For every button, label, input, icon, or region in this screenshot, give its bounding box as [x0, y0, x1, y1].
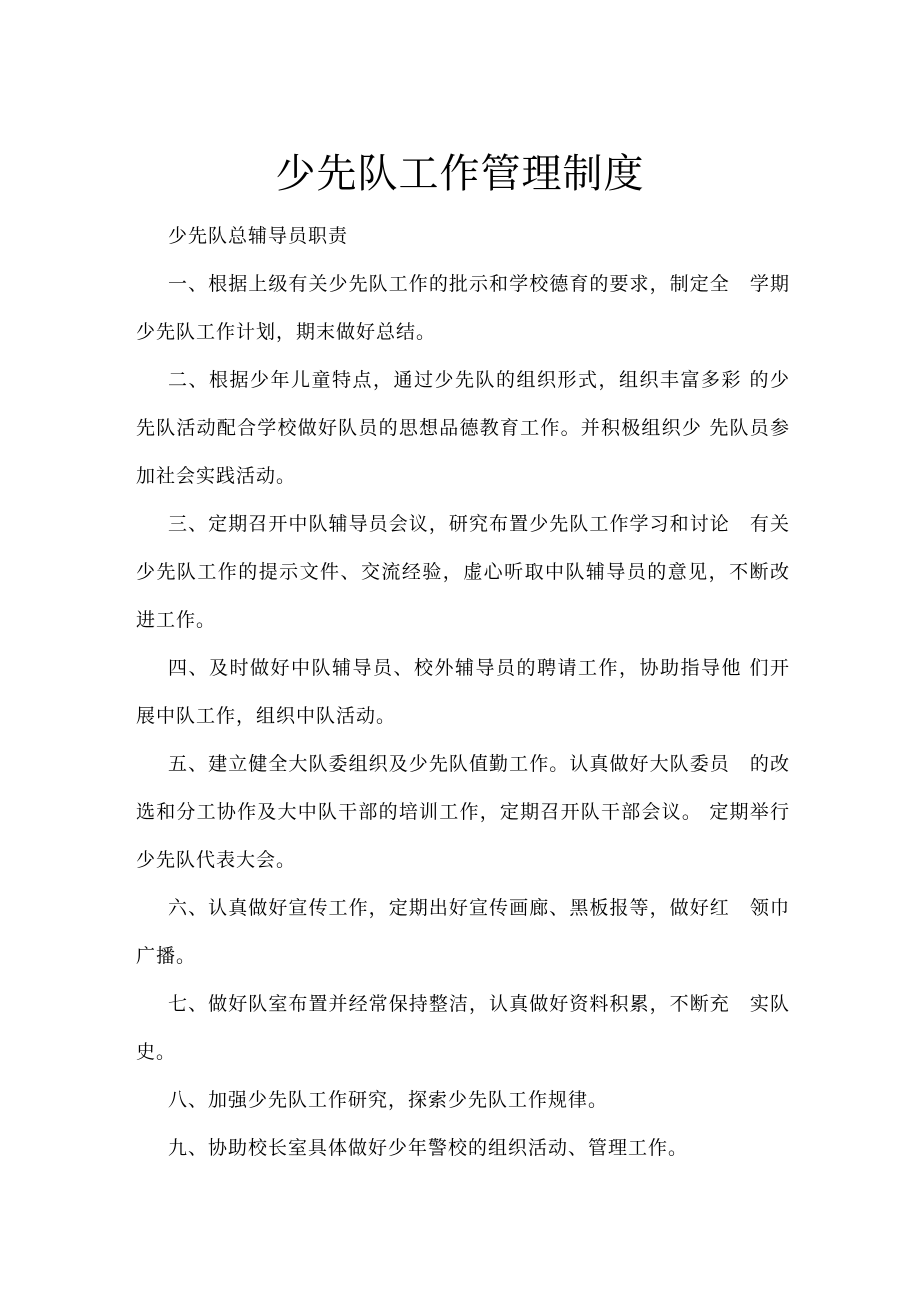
section-heading: 少先队总辅导员职责 — [168, 225, 349, 247]
paragraph-1: 一、根据上级有关少先队工作的批示和学校德育的要求，制定全 学期少先队工作计划，期末做好总结。 — [136, 273, 790, 343]
paragraph-4: 四、及时做好中队辅导员、校外辅导员的聘请工作，协助指导他 们开展中队工作，组织中队活动。 — [136, 657, 790, 727]
paragraph-2: 二、根据少年儿童特点，通过少先队的组织形式，组织丰富多彩 的少先队活动配合学校做好队员的思想品德教育工作。并积极组织少 先队员参加社会实践活动。 — [136, 369, 790, 487]
paragraph-3: 三、定期召开中队辅导员会议，研究布置少先队工作学习和讨论 有关少先队工作的提示文件、交流经验，虚心听取中队辅导员的意见，不断改进工作。 — [136, 513, 790, 631]
paragraph-8: 八、加强少先队工作研究，探索少先队工作规律。 — [168, 1089, 609, 1111]
page-title: 少先队工作管理制度 — [275, 151, 645, 197]
paragraph-5: 五、建立健全大队委组织及少先队值勤工作。认真做好大队委员 的改选和分工协作及大中队干部的培训工作，定期召开队干部会议。 定期举行少先队代表大会。 — [136, 753, 790, 871]
paragraph-7: 七、做好队室布置并经常保持整洁，认真做好资料积累，不断充 实队史。 — [136, 993, 790, 1063]
paragraph-9: 九、协助校长室具体做好少年警校的组织活动、管理工作。 — [168, 1137, 689, 1159]
paragraph-6: 六、认真做好宣传工作，定期出好宣传画廊、黑板报等，做好红 领巾广播。 — [136, 897, 790, 967]
document-body — [136, 212, 790, 1172]
